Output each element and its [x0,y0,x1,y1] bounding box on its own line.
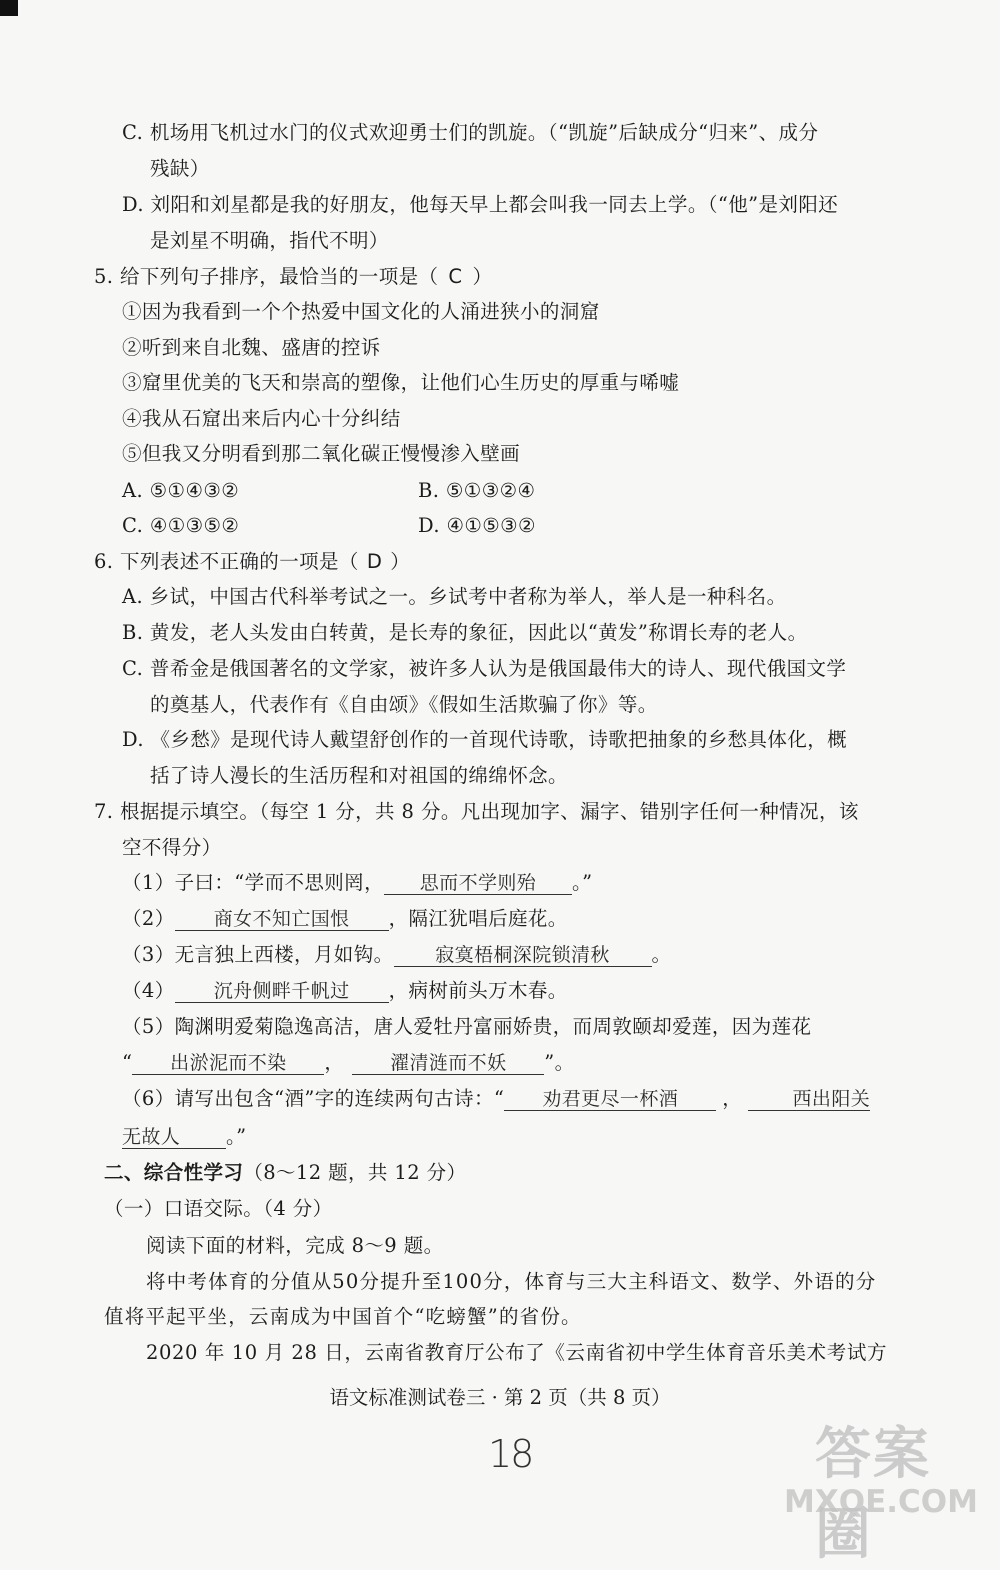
q6-option-a: A. 乡试，中国古代科举考试之一。乡试考中者称为举人，举人是一种科名。 [122,585,787,608]
watermark-logo: 答案圈 [815,1422,931,1567]
q6-option-b: B. 黄发，老人头发由白转黄，是长寿的象征，因此以“黄发”称谓长寿的老人。 [122,621,808,644]
material-paragraph-1-line1: 将中考体育的分值从50分提升至100分，体育与三大主科语文、数学、外语的分 [146,1270,877,1293]
q7-item-1-end: 。” [571,871,593,894]
q7-item-6-answer-2a: 西出阳关 [748,1088,870,1111]
q7-item-6-answer-1: 劝君更尽一杯酒 [504,1088,716,1111]
material-paragraph-1-line2: 值将平起平坐，云南成为中国首个“吃螃蟹”的省份。 [104,1305,582,1328]
q5-answer: C [448,265,463,288]
q7-item-2-answer: 商女不知亡国恨 [175,908,389,931]
handwritten-page-number: 18 [488,1432,533,1476]
q6-option-d-line2: 括了诗人漫长的生活历程和对祖国的绵绵怀念。 [150,764,568,787]
watermark [783,1410,980,1567]
q7-item-3-prompt: （3）无言独上西楼，月如钩。 [122,943,394,966]
q6-option-c-line1: C. 普希金是俄国著名的文学家，被许多人认为是俄国最伟大的诗人、现代俄国文学 [122,657,847,680]
reading-instruction: 阅读下面的材料，完成 8～9 题。 [146,1234,444,1257]
section-2-note: （8～12 题，共 12 分） [243,1161,467,1184]
watermark-site: MXQE.COM [783,1484,978,1520]
q5-item: ④我从石窟出来后内心十分纠结 [122,407,401,430]
q4-option-d-line2: 是刘星不明确，指代不明） [150,229,389,252]
q4-option-d-line1: D. 刘阳和刘星都是我的好朋友，他每天早上都会叫我一同去上学。（“他”是刘阳还 [122,193,839,216]
q5-option-a: A. ⑤①④③② [122,479,240,502]
q7-item-3 [122,942,671,968]
q7-item-6-line2 [122,1124,247,1150]
q7-item-6-answer-2b: 无故人 [122,1126,226,1149]
q5-item: ③窟里优美的飞天和崇高的塑像，让他们心生历史的厚重与唏嘘 [122,371,680,394]
q6-stem-text: 6. 下列表述不正确的一项是（ [94,550,359,573]
q7-item-6-prompt: （6）请写出包含“酒”字的连续两句古诗：“ [122,1087,505,1110]
q4-option-c-line2: 残缺） [150,157,210,180]
q5-close: ） [472,265,493,288]
q7-item-2 [122,906,568,932]
q7-item-1-prompt: （1）子曰：“学而不思则罔， [122,871,384,894]
q5-option-b: B. ⑤①③②④ [418,479,536,502]
q7-item-3-end: 。 [651,943,672,966]
q7-item-5-comma: ， [324,1051,345,1074]
q7-stem-line1: 7. 根据提示填空。（每空 1 分，共 8 分。凡出现加字、漏字、错别字任何一种情况，该 [94,800,859,823]
q5-item: ①因为我看到一个个热爱中国文化的人涌进狭小的洞窟 [122,300,600,323]
q7-item-4-answer: 沉舟侧畔千帆过 [175,980,389,1003]
q6-close: ） [390,550,411,573]
q7-item-6-line1 [122,1086,870,1112]
q7-item-4 [122,978,568,1004]
q7-item-5-answer-2: 濯清涟而不妖 [352,1052,544,1075]
q5-option-d: D. ④①⑤③② [418,514,536,537]
q7-item-2-end: ，隔江犹唱后庭花。 [388,907,568,930]
q5-stem [94,264,492,290]
q7-item-5-line2 [122,1050,575,1076]
q5-option-c: C. ④①③⑤② [122,514,240,537]
q7-item-2-prompt: （2） [122,907,175,930]
page-footer: 语文标准测试卷三 · 第 2 页（共 8 页） [329,1386,671,1409]
q7-item-5-open-quote: “ [122,1051,133,1074]
q6-answer: D [366,550,383,573]
q6-stem [94,549,410,575]
section-2-heading [104,1160,466,1186]
q5-item: ②听到来自北魏、盛唐的控诉 [122,336,381,359]
q7-item-5-end: ”。 [544,1051,575,1074]
q7-item-4-prompt: （4） [122,979,175,1002]
q7-item-5-answer-1: 出淤泥而不染 [132,1052,324,1075]
subsection-1-title: （一）口语交际。（4 分） [104,1197,333,1220]
q7-item-6-end: 。” [226,1125,247,1148]
q4-option-c-line1: C. 机场用飞机过水门的仪式欢迎勇士们的凯旋。（“凯旋”后缺成分“归来”、成分 [122,121,819,144]
q7-item-3-answer: 寂寞梧桐深院锁清秋 [394,944,652,967]
q6-option-c-line2: 的奠基人，代表作有《自由颂》《假如生活欺骗了你》等。 [150,693,658,716]
q7-item-1-answer: 思而不学则殆 [384,872,572,895]
q5-item: ⑤但我又分明看到那二氧化碳正慢慢渗入壁画 [122,442,521,465]
q7-item-5-line1: （5）陶渊明爱菊隐逸高洁，唐人爱牡丹富丽娇贵，而周敦颐却爱莲，因为莲花 [122,1015,812,1038]
section-2-title: 二、综合性学习 [104,1161,244,1184]
q6-option-d-line1: D. 《乡愁》是现代诗人戴望舒创作的一首现代诗歌，诗歌把抽象的乡愁具体化，概 [122,728,848,751]
q7-item-4-end: ，病树前头万木春。 [388,979,568,1002]
q7-item-1 [122,870,593,896]
corner-mark [0,0,18,16]
q5-stem-text: 5. 给下列句子排序，最恰当的一项是（ [94,265,439,288]
q7-stem-line2: 空不得分） [122,836,222,859]
q7-item-6-comma: ， [722,1087,743,1110]
material-paragraph-2-line1: 2020 年 10 月 28 日，云南省教育厅公布了《云南省初中学生体育音乐美术考试方 [146,1341,888,1364]
